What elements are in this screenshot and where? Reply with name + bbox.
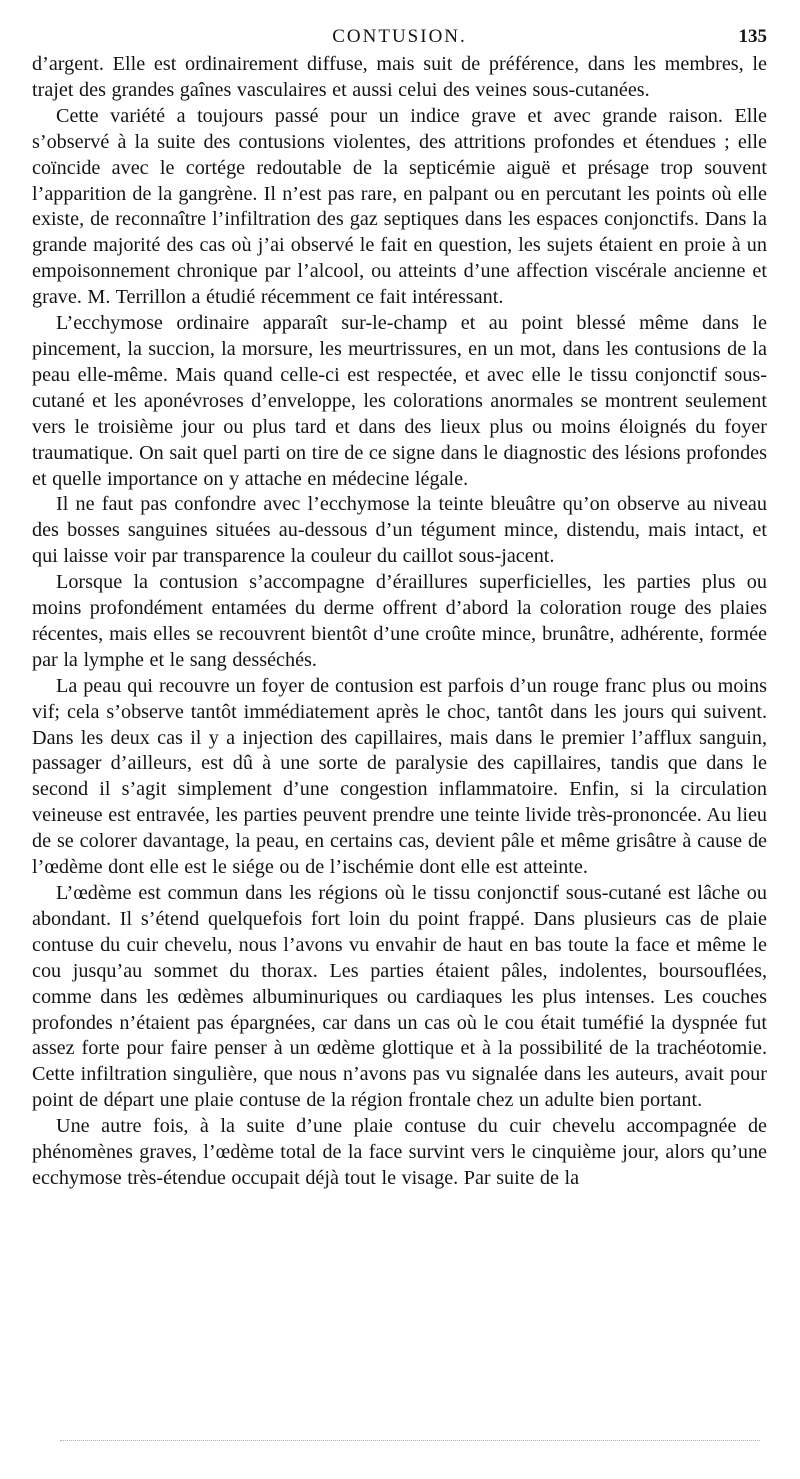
paragraph-4: Il ne faut pas confondre avec l’ecchymose la teinte bleuâtre qu’on observe au niveau des bosses sanguines situées au-dessous d’un tégument mince, distendu, mais intact, et qui laisse voir par transparence la couleur du caillot sous-jacent. bbox=[32, 493, 767, 568]
book-page bbox=[32, 20, 767, 1192]
paragraph-6: La peau qui recouvre un foyer de contusion est parfois d’un rouge franc plus ou moins vif; cela s’observe tantôt immédiatement après le choc, tantôt dans les jours qui suivent. Dans les deux cas il y a injection des capillaires, mais dans le premier l’afflux sanguin, passager d’ailleurs, est dû à une sorte de paralysie des capillaires, tandis que dans le second il s’agit simplement d’une congestion inflammatoire. Enfin, si la circulation veineuse est entravée, les parties peuvent prendre une teinte livide très-prononcée. Au lieu de se colorer davantage, la peau, en certains cas, devient pâle et même grisâtre à cause de l’œdème dont elle est le siége ou de l’ischémie dont elle est atteinte. bbox=[32, 674, 767, 879]
running-title: CONTUSION. bbox=[332, 26, 467, 47]
paragraph-8: Une autre fois, à la suite d’une plaie contuse du cuir chevelu accompagnée de phénomènes graves, l’œdème total de la face survint vers le cinquième jour, alors qu’une ecchymose très-étendue occupait déjà tout le visage. Par suite de la bbox=[32, 1115, 767, 1189]
paragraph-7: L’œdème est commun dans les régions où le tissu conjonctif sous-cutané est lâche ou abondant. Il s’étend quelquefois fort loin du point frappé. Dans plusieurs cas de plaie contuse du cuir chevelu, nous l’avons vu envahir de haut en bas toute la face et même le cou jusqu’au sommet du thorax. Les parties étaient pâles, indolentes, boursouflées, comme dans les œdèmes albuminuriques ou cardiaques les plus intenses. Les couches profondes n’étaient pas épargnées, car dans un cas où le cou était tuméfié la dyspnée fut assez forte pour faire penser à un œdème glottique et à la possibilité de la trachéotomie. Cette infiltration singulière, que nous n’avons pas vu signalée dans les auteurs, avait pour point de départ une plaie contuse de la région frontale chez un adulte bien portant. bbox=[32, 882, 767, 1112]
page-number: 135 bbox=[738, 26, 767, 47]
paragraph-2: Cette variété a toujours passé pour un indice grave et avec grande raison. Elle s’observé à la suite des contusions violentes, des attritions profondes et étendues ; elle coïncide avec le cortége redoutable de la septicémie aiguë et présage trop souvent l’apparition de la gangrène. Il n’est pas rare, en palpant ou en percutant les points où elle existe, de reconnaître l’infiltration des gaz septiques dans les espaces conjonctifs. Dans la grande majorité des cas où j’ai observé le fait en question, les sujets étaient en proie à un empoisonnement chronique par l’alcool, ou atteints d’une affection viscérale ancienne et grave. M. Terrillon a étudié récemment ce fait intéressant. bbox=[32, 104, 767, 309]
footer-dotted-rule bbox=[60, 1440, 760, 1442]
paragraph-1: d’argent. Elle est ordinairement diffuse, mais suit de préférence, dans les membres, le trajet des grandes gaînes vasculaires et aussi celui des veines sous-cutanées. bbox=[32, 53, 767, 101]
paragraph-3: L’ecchymose ordinaire apparaît sur-le-champ et au point blessé même dans le pincement, la succion, la morsure, les meurtrissures, en un mot, dans les contusions de la peau elle-même. Mais quand celle-ci est respectée, et avec elle le tissu conjonctif sous-cutané et les aponévroses d’enveloppe, les colorations anormales se montrent seulement vers le troisième jour ou plus tard et dans des lieux plus ou moins éloignés du foyer traumatique. On sait quel parti on tire de ce signe dans le diagnostic des lésions profondes et quelle importance on y attache en médecine légale. bbox=[32, 312, 767, 490]
paragraph-5: Lorsque la contusion s’accompagne d’éraillures superficielles, les parties plus ou moins profondément entamées du derme offrent d’abord la coloration rouge des plaies récentes, mais elles se recouvrent bientôt d’une croûte mince, brunâtre, adhérente, formée par la lymphe et le sang desséchés. bbox=[32, 571, 767, 671]
body-text bbox=[32, 52, 767, 1192]
running-head bbox=[32, 20, 767, 48]
